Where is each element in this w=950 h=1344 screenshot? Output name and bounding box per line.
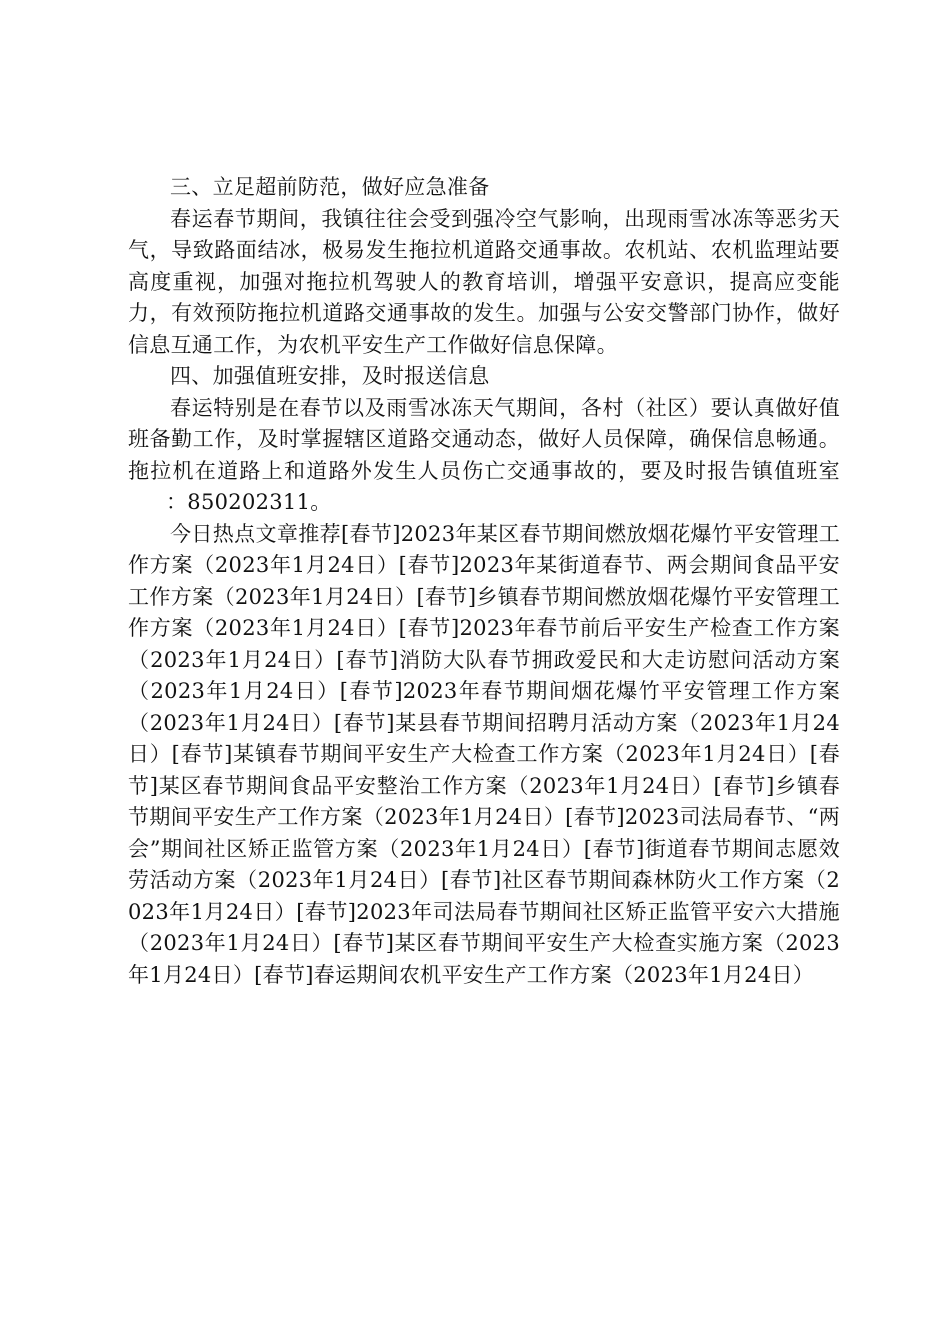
section3-heading: 三、立足超前防范，做好应急准备 <box>170 175 490 199</box>
section3-paragraph: 春运春节期间，我镇往往会受到强冷空气影响，出现雨雪冰冻等恶劣天气，导致路面结冰，极易发生拖拉机道路交通事故。农机站、农机监理站要高度重视，加强对拖拉机驾驶人的教育培训，增强平安意识，提高应变能力，有效预防拖拉机道路交通事故的发生。加强与公安交警部门协作，做好信息互通工作，为农机平安生产工作做好信息保障。 <box>128 206 840 357</box>
related-articles-paragraph: 今日热点文章推荐[春节]2023年某区春节期间燃放烟花爆竹平安管理工作方案（2023年1月24日）[春节]2023年某街道春节、两会期间食品平安工作方案（2023年1月24日）[春节]乡镇春节期间燃放烟花爆竹平安管理工作方案（2023年1月24日）[春节]2023年春节前后平安生产检查工作方案（2023年1月24日）[春节]消防大队春节拥政爱民和大走访慰问活动方案（2023年1月24日）[春节]2023年春节期间烟花爆竹平安管理工作方案（2023年1月24日）[春节]某县春节期间招聘月活动方案（2023年1月24日）[春节]某镇春节期间平安生产大检查工作方案（2023年1月24日）[春节]某区春节期间食品平安整治工作方案（2023年1月24日）[春节]乡镇春节期间平安生产工作方案（2023年1月24日）[春节]2023司法局春节、“两会”期间社区矫正监管方案（2023年1月24日）[春节]街道春节期间志愿效劳活动方案（2023年1月24日）[春节]社区春节期间森林防火工作方案（2023年1月24日）[春节]2023年司法局春节期间社区矫正监管平安六大措施（2023年1月24日）[春节]某区春节期间平安生产大检查实施方案（2023年1月24日）[春节]春运期间农机平安生产工作方案（2023年1月24日） <box>128 521 840 987</box>
duty-phone-number: ：850202311。 <box>166 490 332 514</box>
section4-body-text: 春运特别是在春节以及雨雪冰冻天气期间，各村（社区）要认真做好值班备勤工作，及时掌握辖区道路交通动态，做好人员保障，确保信息畅通。拖拉机在道路上和道路外发生人员伤亡交通事故的，要及时报告镇值班室 <box>128 395 840 483</box>
document-body <box>128 172 840 991</box>
section4-heading: 四、加强值班安排，及时报送信息 <box>170 364 490 388</box>
section4-paragraph <box>128 393 840 519</box>
